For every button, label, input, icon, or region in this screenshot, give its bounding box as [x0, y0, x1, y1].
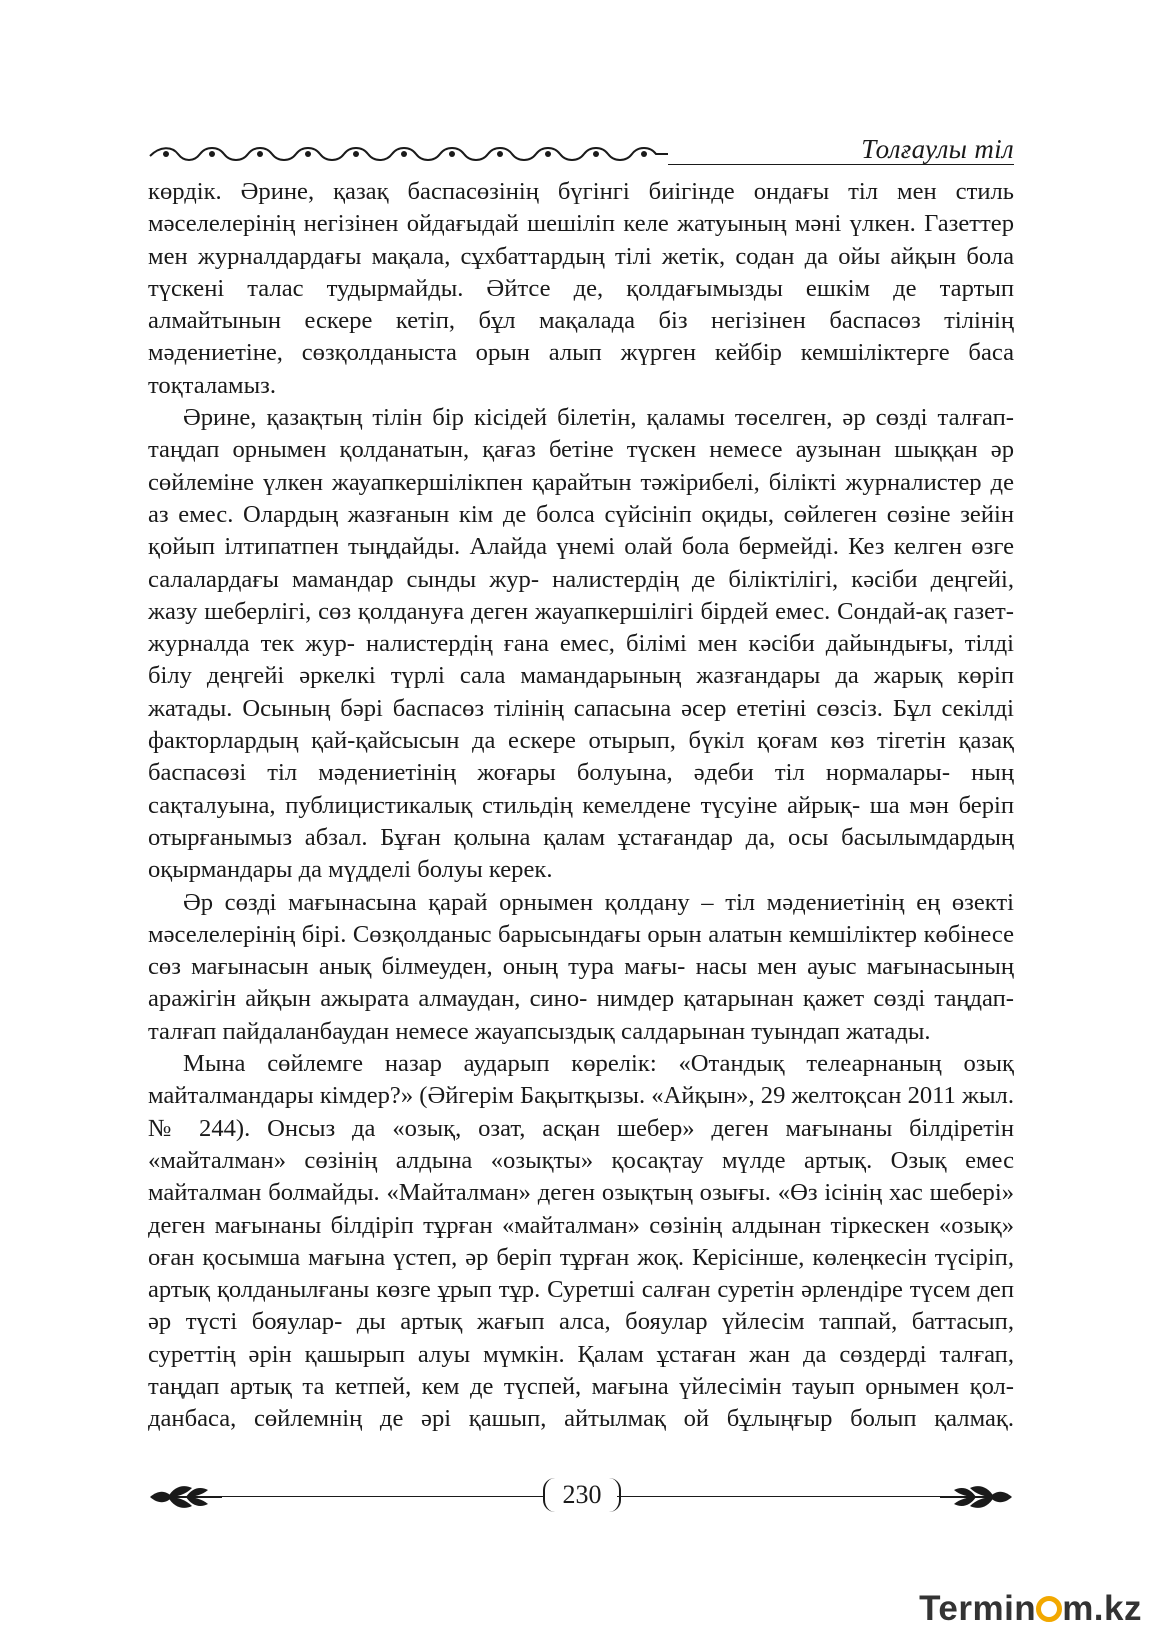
page-footer [148, 1476, 1014, 1516]
text-line: Әр сөзді мағынасына қарай орнымен қолдану – тіл мәдениетінің [183, 888, 917, 916]
paragraph [148, 176, 1014, 402]
text-line: Газеттер мен журналдардағы мақала, сұхбаттардың тілі жетік, содан да [148, 210, 1014, 270]
text-line: кемшіліктер көбінесе сөз мағынасын анық білмеуден, оның тура мағы- [148, 920, 1014, 981]
text-line: оқиды, сөйлеген сөзіне зейін қойып ілтипатпен тыңдайды. Алайда үнемі [148, 500, 1014, 561]
text-line: ойы айқын бола түскені талас тудырмайды. Әйтсе де, қолдағымызды [148, 242, 1014, 302]
site-watermark [919, 1589, 1142, 1629]
leaf-ornament-left-icon [148, 1482, 222, 1512]
footer-rule-left [222, 1496, 543, 1497]
text-line: жауапсыздық салдарынан туындап жатады. [474, 1017, 931, 1045]
header-rule [668, 164, 1014, 165]
text-line: әркелкі түрлі сала мамандарының жазғандары да жарық көріп жатады. [148, 662, 1014, 722]
text-line: данбаса, сөйлемнің де әрі қашып, айтылмақ ой бұлыңғыр болып қалмақ. [148, 1405, 1014, 1433]
page-header [148, 134, 1014, 168]
text-line: насы мен ауыс мағынасының аражігін айқын ажырата алмаудан, сино- [148, 953, 1014, 1013]
text-line: Мына сөйлемге назар аударып көрелік: «Отандық телеарнаның озық [183, 1050, 1014, 1078]
text-line: налистердің ғана емес, білімі мен кәсіби дайындығы, тілді білу деңгейі [148, 630, 1014, 690]
paragraph [148, 1048, 1014, 1436]
text-line: «Өз ісінің хас шебері» деген мағынаны білдіріп тұрған «майталман» [148, 1179, 1014, 1239]
text-line: көрдік. Әрине, қазақ баспасөзінің бүгінгі биігінде ондағы тіл мен стиль [148, 178, 1014, 205]
running-title: Толғаулы тіл [861, 134, 1014, 164]
text-line: олай бола бермейді. Кез келген өзге салалардағы мамандар сынды жур- [148, 533, 1014, 593]
page-number: 230 [543, 1478, 621, 1512]
footer-rule-right [617, 1496, 940, 1497]
text-line: 2011 жыл. № 244). Онсыз да «озық, озат, асқан шебер» деген мағынаны [148, 1082, 1014, 1142]
text-line: Әрине, қазақтың тілін бір кісідей білетін, қаламы төселген, әр сөзді [183, 404, 938, 432]
text-line: қазақ баспасөзі тіл мәдениетінің жоғары болуына, әдеби тіл нормалары- [148, 727, 1014, 787]
text-line: сөзінің алдынан тіркескен «озық» оған қосымша мағына үстеп, әр беріп [148, 1211, 1014, 1271]
text-line: майталмандары кімдер?» (Әйгерім Бақытқызы. «Айқын», 29 желтоқсан [148, 1082, 908, 1110]
paragraph [148, 887, 1014, 1048]
circle-logo-icon [1036, 1596, 1062, 1622]
text-line: тұрған жоқ. Керісінше, көлеңкесін түсіріп, артық қолданылғаны көзге [148, 1243, 1014, 1304]
body-text [148, 176, 1014, 1436]
text-line: қашырып алуы мүмкін. Қалам ұстаған жан да сөздерді талғап, таңдап [148, 1340, 1014, 1400]
text-line: Озық емес майталман болмайды. «Майталман» деген озықтың озығы. [148, 1146, 1014, 1207]
watermark-suffix: m.kz [1062, 1589, 1142, 1628]
text-line: ның сақталуына, публицистикалық стильдің кемелдене түсуіне айрық- [148, 759, 1014, 819]
watermark-prefix: Termin [919, 1589, 1037, 1628]
text-line: ды артық жағып алса, бояулар үйлесім таппай, баттасып, суреттің әрін [148, 1308, 1014, 1368]
text-line: білікті журналистер де аз емес. Олардың жазғанын кім де болса сүйсініп [148, 468, 1014, 528]
text-line: ешкім де тартып алмайтынын ескере кетіп, бұл мақалада біз негізінен [148, 274, 1015, 335]
text-line: кемшіліктерге баса тоқталамыз. [148, 339, 1014, 399]
text-line: талғап-таңдап орнымен қолданатын, қағаз бетіне түскен немесе аузынан [148, 404, 1014, 464]
text-line: налистердің де біліктілігі, кәсіби деңгейі, жазу шеберлігі, сөз қолдануға [148, 565, 1014, 625]
ornament-border-icon [148, 142, 668, 166]
text-line: факторлардың қай-қайсысын да ескере отырып, бүкіл қоғам көз тігетін [148, 727, 959, 755]
text-line: ұрып тұр. Суретші салған суретін әрлендіре түсем деп әр түсті бояулар- [148, 1276, 1014, 1336]
text-line: баспасөз тілінің мәдениетіне, сөзқолданыста орын алып жүрген кейбір [148, 307, 1014, 367]
leaf-ornament-right-icon [940, 1482, 1014, 1512]
text-line: нимдер қатарынан қажет сөзді таңдап-талғап пайдаланбаудан немесе [148, 985, 1014, 1045]
text-line: деген жауапкершілігі бірдей емес. Сондай-ақ газет-журналда тек жур- [148, 597, 1014, 658]
text-line: осы басылымдардың оқырмандары да мүдделі болуы керек. [148, 823, 1015, 884]
text-line: мәселелерінің негізінен ойдағыдай шешіліп келе жатуының мәні үлкен. [148, 210, 925, 238]
text-line: Осының бәрі баспасөз тілінің сапасына әсер ететіні сөзсіз. Бұл секілді [242, 694, 1014, 722]
text-line: білдіретін «майталман» сөзінің алдына «озықты» қосақтау мүлде артық. [148, 1114, 1014, 1174]
paragraph [148, 402, 1014, 886]
text-line: ең өзекті мәселелерінің бірі. Сөзқолданыс барысындағы орын алатын [148, 888, 1015, 948]
text-line: артық та кетпей, кем де түспей, мағына үйлесімін тауып орнымен қол- [229, 1372, 1015, 1400]
text-line: шыққан әр сөйлеміне үлкен жауапкершілікпен қарайтын тәжірибелі, [148, 436, 1014, 496]
text-line: ша мән беріп отырғанымыз абзал. Бұған қолына қалам ұстағандар да, [148, 791, 1014, 851]
